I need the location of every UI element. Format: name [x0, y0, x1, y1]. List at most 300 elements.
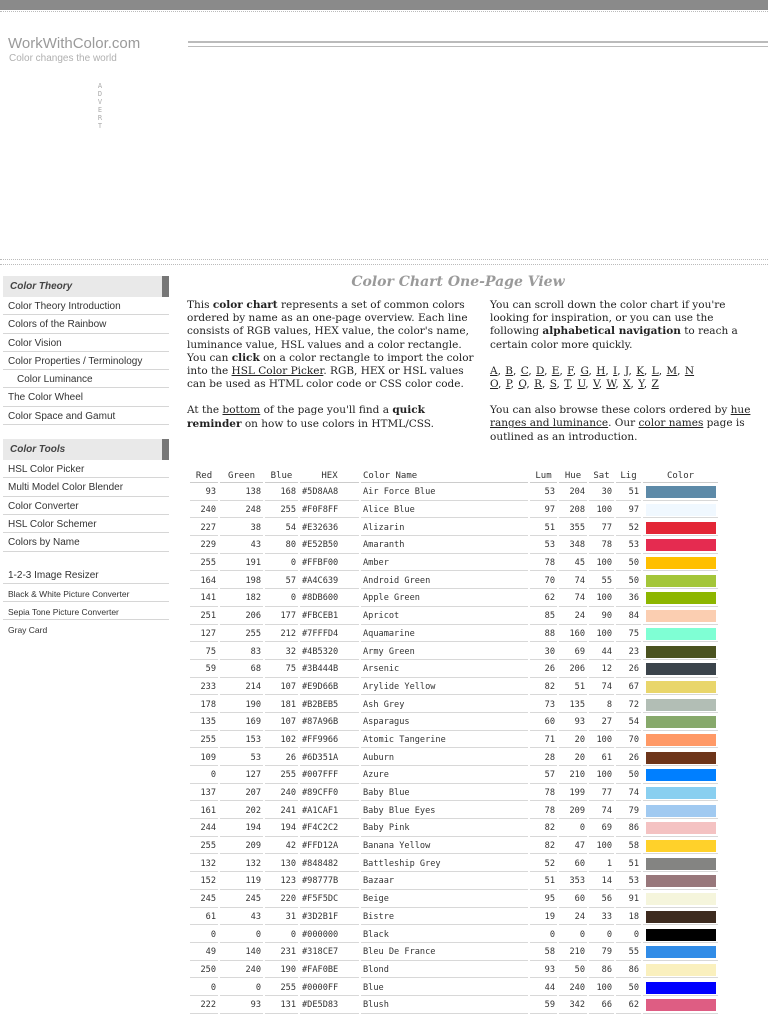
- table-cell: 130: [265, 856, 298, 872]
- table-cell: 194: [265, 821, 298, 837]
- table-cell: 353: [559, 874, 587, 890]
- table-cell: 51: [530, 520, 557, 536]
- color-swatch-cell[interactable]: [643, 591, 718, 607]
- table-cell: #E52B50: [300, 538, 359, 554]
- color-swatch-cell[interactable]: [643, 874, 718, 890]
- table-cell: #4B5320: [300, 644, 359, 660]
- table-cell: 53: [616, 538, 641, 554]
- table-cell: 240: [220, 963, 263, 979]
- color-swatch[interactable]: [646, 769, 716, 781]
- color-swatch-cell[interactable]: [643, 503, 718, 519]
- table-cell: 20: [559, 733, 587, 749]
- table-cell: Baby Blue: [361, 786, 528, 802]
- table-cell: Battleship Grey: [361, 856, 528, 872]
- table-cell: 255: [220, 627, 263, 643]
- table-cell: 59: [530, 998, 557, 1014]
- table-cell: 74: [589, 803, 614, 819]
- sidebar-item-bw-picture-converter[interactable]: Black & White Picture Converter: [3, 584, 169, 602]
- table-cell: #B2BEB5: [300, 697, 359, 713]
- color-swatch-cell[interactable]: [643, 556, 718, 572]
- color-swatch-cell[interactable]: [643, 750, 718, 766]
- table-cell: 229: [190, 538, 218, 554]
- page-title: Color Chart One-Page View: [351, 274, 565, 290]
- table-cell: 127: [190, 627, 218, 643]
- color-swatch-cell[interactable]: [643, 733, 718, 749]
- table-cell: 78: [530, 803, 557, 819]
- alpha-nav-n[interactable]: N: [684, 364, 695, 377]
- table-cell: 100: [589, 627, 614, 643]
- navigation-paragraph: You can scroll down the color chart if you're looking for inspiration, or you can use the following alphabetical navigation to reach a certain color more quickly.: [490, 299, 738, 351]
- alpha-nav-q[interactable]: Q: [518, 378, 527, 391]
- table-cell: 95: [530, 892, 557, 908]
- sidebar-item-multi-model-color-blender[interactable]: Multi Model Color Blender: [3, 478, 169, 496]
- alpha-nav-v[interactable]: V: [592, 378, 599, 391]
- table-cell: 178: [190, 697, 218, 713]
- table-row: [190, 768, 718, 784]
- table-cell: 53: [616, 874, 641, 890]
- table-cell: 52: [616, 520, 641, 536]
- color-swatch-cell[interactable]: [643, 662, 718, 678]
- table-cell: 49: [190, 945, 218, 961]
- table-cell: 255: [190, 556, 218, 572]
- table-row: [190, 644, 718, 660]
- table-cell: 43: [220, 910, 263, 926]
- alpha-nav-i[interactable]: I: [613, 364, 618, 377]
- color-swatch-cell[interactable]: [643, 768, 718, 784]
- table-row: [190, 680, 718, 696]
- color-swatch[interactable]: [646, 911, 716, 923]
- sidebar-item-color-vision[interactable]: Color Vision: [3, 334, 169, 352]
- alpha-nav-a[interactable]: A: [490, 364, 498, 377]
- table-cell: 100: [589, 839, 614, 855]
- alpha-nav-o[interactable]: O: [490, 378, 498, 391]
- sidebar-item-image-resizer[interactable]: 1-2-3 Image Resizer: [3, 566, 169, 584]
- table-row: [190, 733, 718, 749]
- hsl-color-picker-link[interactable]: HSL Color Picker: [231, 365, 324, 378]
- table-cell: 160: [559, 627, 587, 643]
- color-swatch-cell[interactable]: [643, 892, 718, 908]
- table-cell: 88: [530, 627, 557, 643]
- table-cell: 14: [589, 874, 614, 890]
- table-cell: 60: [559, 892, 587, 908]
- browse-paragraph: You can also browse these colors ordered by hue ranges and luminance. Our color names page is outlined as an introduction.: [490, 404, 751, 443]
- table-cell: 100: [589, 733, 614, 749]
- table-cell: 72: [616, 697, 641, 713]
- table-cell: #FFD12A: [300, 839, 359, 855]
- table-cell: Alice Blue: [361, 503, 528, 519]
- table-cell: 60: [530, 715, 557, 731]
- table-row: [190, 609, 718, 625]
- table-cell: 62: [616, 998, 641, 1014]
- color-swatch[interactable]: [646, 752, 716, 764]
- table-cell: 69: [589, 821, 614, 837]
- table-row: [190, 910, 718, 926]
- table-cell: 102: [265, 733, 298, 749]
- color-swatch[interactable]: [646, 628, 716, 640]
- table-cell: 36: [616, 591, 641, 607]
- table-cell: 70: [530, 573, 557, 589]
- color-swatch-cell[interactable]: [643, 538, 718, 554]
- table-cell: 248: [220, 503, 263, 519]
- table-cell: 255: [265, 980, 298, 996]
- table-cell: 342: [559, 998, 587, 1014]
- table-cell: Baby Pink: [361, 821, 528, 837]
- alpha-nav-f[interactable]: F: [567, 364, 573, 377]
- alpha-nav-l[interactable]: L: [651, 364, 659, 377]
- table-cell: 191: [220, 556, 263, 572]
- header-lum: Lum: [530, 469, 557, 483]
- table-row: [190, 627, 718, 643]
- color-swatch[interactable]: [646, 681, 716, 693]
- table-cell: 83: [220, 644, 263, 660]
- table-cell: #98777B: [300, 874, 359, 890]
- table-cell: 177: [265, 609, 298, 625]
- alpha-nav-x[interactable]: X: [623, 378, 631, 391]
- table-cell: 62: [530, 591, 557, 607]
- alpha-nav-z[interactable]: Z: [651, 378, 659, 391]
- table-cell: 182: [220, 591, 263, 607]
- color-swatch[interactable]: [646, 504, 716, 516]
- table-cell: 164: [190, 573, 218, 589]
- table-cell: #318CE7: [300, 945, 359, 961]
- table-cell: 0: [265, 927, 298, 943]
- table-cell: 91: [616, 892, 641, 908]
- table-cell: 77: [589, 520, 614, 536]
- table-cell: Banana Yellow: [361, 839, 528, 855]
- table-cell: 240: [559, 980, 587, 996]
- table-cell: 0: [530, 927, 557, 943]
- table-row: [190, 662, 718, 678]
- table-cell: #FAF0BE: [300, 963, 359, 979]
- table-cell: 30: [530, 644, 557, 660]
- alpha-nav-c[interactable]: C: [520, 364, 529, 377]
- table-cell: 207: [220, 786, 263, 802]
- table-row: [190, 892, 718, 908]
- table-cell: 93: [190, 485, 218, 501]
- table-cell: #A1CAF1: [300, 803, 359, 819]
- table-cell: Black: [361, 927, 528, 943]
- table-cell: 80: [265, 538, 298, 554]
- alphabet-nav-row-1: A, B, C, D, E, F, G, H, I, J, K, L, M, N: [490, 364, 695, 377]
- table-cell: 44: [530, 980, 557, 996]
- table-cell: 240: [190, 503, 218, 519]
- table-cell: 202: [220, 803, 263, 819]
- sidebar-item-color-theory-introduction[interactable]: Color Theory Introduction: [3, 297, 169, 315]
- table-cell: 90: [589, 609, 614, 625]
- color-swatch-cell[interactable]: [643, 945, 718, 961]
- table-cell: 138: [220, 485, 263, 501]
- bottom-link[interactable]: bottom: [222, 404, 261, 417]
- table-cell: 53: [220, 750, 263, 766]
- table-cell: 0: [190, 980, 218, 996]
- table-cell: 59: [190, 662, 218, 678]
- color-swatch[interactable]: [646, 964, 716, 976]
- color-swatch-cell[interactable]: [643, 821, 718, 837]
- color-swatch[interactable]: [646, 858, 716, 870]
- table-cell: 74: [559, 573, 587, 589]
- alpha-nav-b[interactable]: B: [505, 364, 513, 377]
- color-swatch[interactable]: [646, 522, 716, 534]
- sidebar-item-color-converter[interactable]: Color Converter: [3, 497, 169, 515]
- table-cell: 137: [190, 786, 218, 802]
- table-cell: 0: [190, 768, 218, 784]
- table-cell: 161: [190, 803, 218, 819]
- color-swatch[interactable]: [646, 575, 716, 587]
- table-cell: 206: [220, 609, 263, 625]
- table-cell: #7FFFD4: [300, 627, 359, 643]
- table-cell: Auburn: [361, 750, 528, 766]
- color-swatch-cell[interactable]: [643, 998, 718, 1014]
- table-cell: 0: [220, 927, 263, 943]
- color-swatch-cell[interactable]: [643, 680, 718, 696]
- table-row: [190, 556, 718, 572]
- table-cell: 85: [530, 609, 557, 625]
- table-cell: 42: [265, 839, 298, 855]
- color-swatch-cell[interactable]: [643, 644, 718, 660]
- color-swatch[interactable]: [646, 982, 716, 994]
- table-cell: #000000: [300, 927, 359, 943]
- color-swatch[interactable]: [646, 840, 716, 852]
- table-cell: 153: [220, 733, 263, 749]
- alpha-nav-m[interactable]: M: [666, 364, 678, 377]
- color-swatch-cell[interactable]: [643, 910, 718, 926]
- table-cell: 26: [530, 662, 557, 678]
- table-cell: 100: [589, 591, 614, 607]
- table-cell: 0: [190, 927, 218, 943]
- table-cell: #FBCEB1: [300, 609, 359, 625]
- table-row: [190, 786, 718, 802]
- table-cell: 50: [559, 963, 587, 979]
- table-cell: 74: [559, 591, 587, 607]
- table-cell: 222: [190, 998, 218, 1014]
- color-names-link[interactable]: color names: [638, 417, 704, 430]
- alphabet-nav-row-2: O, P, Q, R, S, T, U, V, W, X, Y, Z: [490, 378, 659, 391]
- table-cell: 97: [616, 503, 641, 519]
- table-cell: 210: [559, 945, 587, 961]
- table-cell: 190: [265, 963, 298, 979]
- color-swatch[interactable]: [646, 929, 716, 941]
- color-swatch-cell[interactable]: [643, 927, 718, 943]
- table-cell: #89CFF0: [300, 786, 359, 802]
- table-cell: 210: [559, 768, 587, 784]
- header-rules: [188, 41, 768, 50]
- color-swatch-cell[interactable]: [643, 697, 718, 713]
- table-cell: 190: [220, 697, 263, 713]
- table-cell: 209: [559, 803, 587, 819]
- table-cell: 79: [589, 945, 614, 961]
- color-swatch[interactable]: [646, 822, 716, 834]
- table-row: [190, 945, 718, 961]
- sidebar-item-gray-card[interactable]: Gray Card: [8, 625, 48, 636]
- color-swatch[interactable]: [646, 946, 716, 958]
- alpha-nav-j[interactable]: J: [624, 364, 629, 377]
- table-cell: 141: [190, 591, 218, 607]
- table-cell: 348: [559, 538, 587, 554]
- table-row: [190, 839, 718, 855]
- color-swatch-cell[interactable]: [643, 520, 718, 536]
- table-cell: 240: [265, 786, 298, 802]
- color-swatch-cell[interactable]: [643, 963, 718, 979]
- alpha-nav-y[interactable]: Y: [638, 378, 644, 391]
- table-cell: 47: [559, 839, 587, 855]
- sidebar-item-color-properties[interactable]: Color Properties / Terminology: [3, 352, 169, 370]
- hue-ranges-link[interactable]: hue ranges and luminance: [490, 404, 751, 430]
- table-row: [190, 520, 718, 536]
- color-swatch-cell[interactable]: [643, 715, 718, 731]
- table-cell: 255: [190, 839, 218, 855]
- table-cell: 51: [530, 874, 557, 890]
- table-cell: 169: [220, 715, 263, 731]
- alpha-nav-p[interactable]: P: [505, 378, 511, 391]
- color-swatch[interactable]: [646, 699, 716, 711]
- color-swatch-cell[interactable]: [643, 980, 718, 996]
- table-cell: 208: [559, 503, 587, 519]
- table-cell: 84: [616, 609, 641, 625]
- alpha-nav-k[interactable]: K: [636, 364, 645, 377]
- table-cell: 0: [265, 556, 298, 572]
- table-cell: 68: [220, 662, 263, 678]
- table-cell: 78: [589, 538, 614, 554]
- sidebar-item-colors-of-the-rainbow[interactable]: Colors of the Rainbow: [3, 315, 169, 333]
- color-swatch[interactable]: [646, 610, 716, 622]
- color-swatch-cell[interactable]: [643, 839, 718, 855]
- table-cell: 250: [190, 963, 218, 979]
- color-swatch[interactable]: [646, 734, 716, 746]
- color-swatch[interactable]: [646, 539, 716, 551]
- header-color-name: Color Name: [361, 469, 528, 483]
- table-cell: 132: [190, 856, 218, 872]
- alpha-nav-u[interactable]: U: [577, 378, 586, 391]
- alpha-nav-g[interactable]: G: [580, 364, 589, 377]
- table-cell: 0: [265, 591, 298, 607]
- table-cell: 73: [530, 697, 557, 713]
- sidebar-item-color-luminance[interactable]: Color Luminance: [3, 370, 169, 388]
- sidebar-item-hsl-color-picker[interactable]: HSL Color Picker: [3, 460, 169, 478]
- alpha-nav-e[interactable]: E: [551, 364, 560, 377]
- intro-right-column: [490, 299, 762, 457]
- table-cell: 181: [265, 697, 298, 713]
- table-cell: 132: [220, 856, 263, 872]
- table-cell: 220: [265, 892, 298, 908]
- site-logo[interactable]: WorkWithColor.com: [8, 35, 141, 52]
- color-swatch-cell[interactable]: [643, 573, 718, 589]
- alpha-nav-r[interactable]: R: [534, 378, 542, 391]
- table-row: [190, 980, 718, 996]
- table-cell: Atomic Tangerine: [361, 733, 528, 749]
- table-cell: 107: [265, 715, 298, 731]
- table-cell: 18: [616, 910, 641, 926]
- color-swatch[interactable]: [646, 486, 716, 498]
- color-swatch[interactable]: [646, 592, 716, 604]
- color-swatch-cell[interactable]: [643, 786, 718, 802]
- sidebar-item-the-color-wheel[interactable]: The Color Wheel: [3, 388, 169, 406]
- table-cell: 79: [616, 803, 641, 819]
- table-cell: Alizarin: [361, 520, 528, 536]
- table-cell: 33: [589, 910, 614, 926]
- sidebar: [3, 276, 169, 639]
- color-swatch-cell[interactable]: [643, 485, 718, 501]
- header-separator: [0, 259, 768, 265]
- table-cell: 0: [616, 927, 641, 943]
- table-cell: 100: [589, 768, 614, 784]
- color-swatch[interactable]: [646, 663, 716, 675]
- table-cell: 1: [589, 856, 614, 872]
- table-cell: 54: [265, 520, 298, 536]
- color-swatch[interactable]: [646, 999, 716, 1011]
- table-cell: 100: [589, 980, 614, 996]
- table-cell: 45: [559, 556, 587, 572]
- table-cell: Arsenic: [361, 662, 528, 678]
- table-cell: Apricot: [361, 609, 528, 625]
- alpha-nav-d[interactable]: D: [536, 364, 545, 377]
- table-cell: 255: [265, 503, 298, 519]
- color-swatch-cell[interactable]: [643, 609, 718, 625]
- color-swatch[interactable]: [646, 557, 716, 569]
- color-swatch[interactable]: [646, 646, 716, 658]
- table-cell: 198: [220, 573, 263, 589]
- table-cell: 26: [265, 750, 298, 766]
- table-cell: #0000FF: [300, 980, 359, 996]
- table-row: [190, 503, 718, 519]
- table-cell: 75: [616, 627, 641, 643]
- color-swatch-cell[interactable]: [643, 856, 718, 872]
- sidebar-heading-color-theory: Color Theory: [3, 276, 169, 297]
- table-cell: 12: [589, 662, 614, 678]
- sidebar-item-sepia-picture-converter[interactable]: Sepia Tone Picture Converter: [3, 602, 169, 620]
- table-cell: #5D8AA8: [300, 485, 359, 501]
- alpha-nav-h[interactable]: H: [596, 364, 606, 377]
- alpha-nav-t[interactable]: T: [564, 378, 570, 391]
- table-cell: 212: [265, 627, 298, 643]
- table-cell: #FF9966: [300, 733, 359, 749]
- table-header-row: [190, 469, 718, 483]
- color-swatch[interactable]: [646, 716, 716, 728]
- color-swatch[interactable]: [646, 875, 716, 887]
- color-swatch-cell[interactable]: [643, 627, 718, 643]
- table-cell: 74: [589, 680, 614, 696]
- color-swatch[interactable]: [646, 805, 716, 817]
- table-cell: 58: [530, 945, 557, 961]
- table-cell: 19: [530, 910, 557, 926]
- table-cell: 51: [616, 856, 641, 872]
- table-cell: Azure: [361, 768, 528, 784]
- table-cell: 44: [589, 644, 614, 660]
- sidebar-item-colors-by-name[interactable]: Colors by Name: [3, 533, 169, 551]
- sidebar-item-color-space-and-gamut[interactable]: Color Space and Gamut: [3, 407, 169, 425]
- table-cell: 50: [616, 573, 641, 589]
- table-cell: #3B444B: [300, 662, 359, 678]
- color-swatch[interactable]: [646, 893, 716, 905]
- table-cell: 123: [265, 874, 298, 890]
- table-cell: 52: [530, 856, 557, 872]
- table-cell: 245: [190, 892, 218, 908]
- table-cell: 57: [530, 768, 557, 784]
- color-chart-table: [188, 467, 720, 1016]
- table-cell: #848482: [300, 856, 359, 872]
- table-cell: 74: [616, 786, 641, 802]
- header-lig: Lig: [616, 469, 641, 483]
- table-cell: 109: [190, 750, 218, 766]
- sidebar-item-hsl-color-schemer[interactable]: HSL Color Schemer: [3, 515, 169, 533]
- table-cell: 245: [220, 892, 263, 908]
- color-swatch-cell[interactable]: [643, 803, 718, 819]
- color-swatch[interactable]: [646, 787, 716, 799]
- table-cell: #E9D66B: [300, 680, 359, 696]
- alpha-nav-s[interactable]: S: [549, 378, 557, 391]
- table-cell: 152: [190, 874, 218, 890]
- header-hex: HEX: [300, 469, 359, 483]
- alpha-nav-w[interactable]: W: [606, 378, 616, 391]
